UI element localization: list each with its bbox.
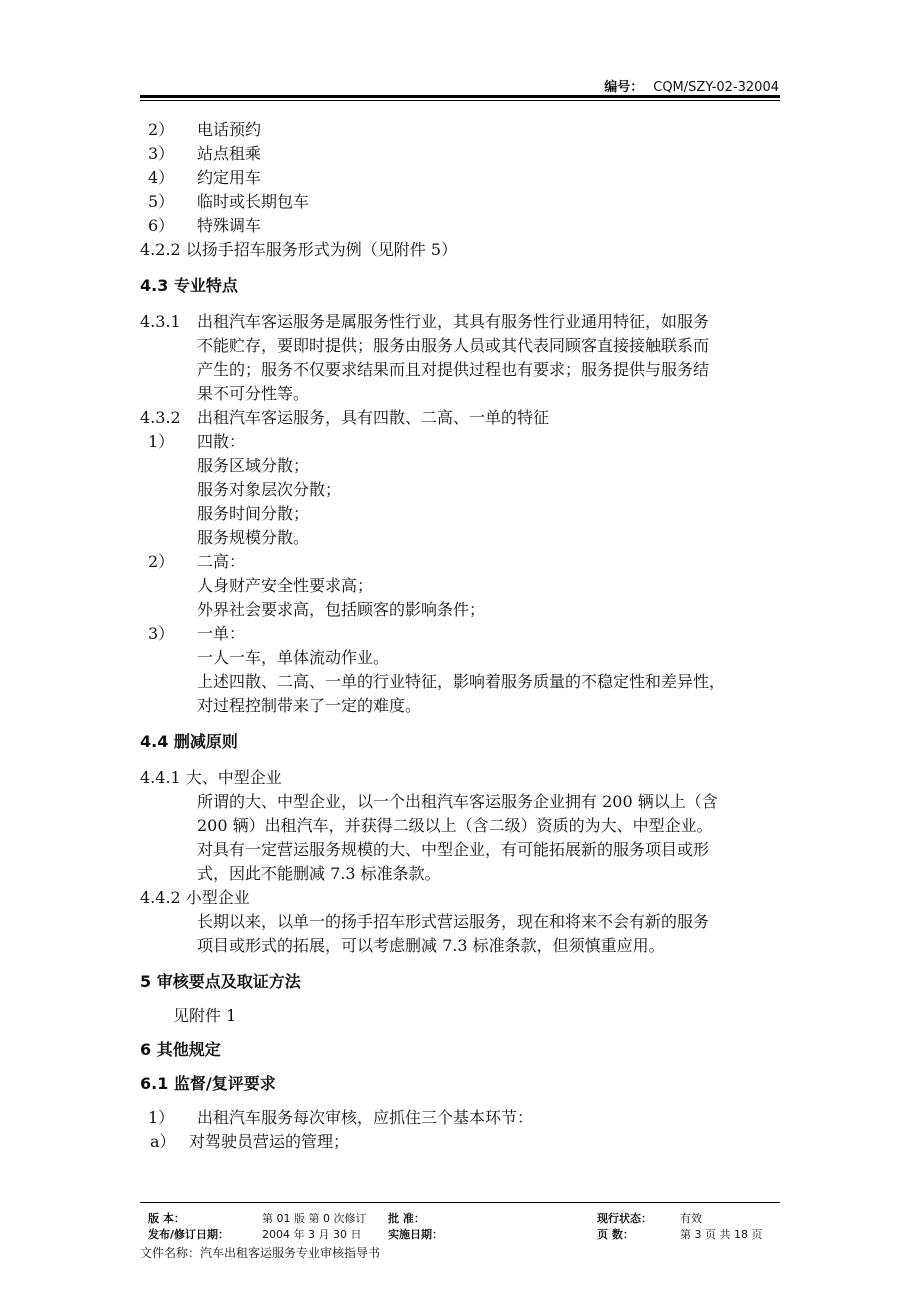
paragraph-line: 4.3.2 出租汽车客运服务，具有四散、二高、一单的特征 <box>140 408 550 427</box>
file-name <box>140 1244 380 1261</box>
subsection-line: 4.2.2 以扬手招车服务形式为例（见附件 5） <box>140 240 458 259</box>
date-value: 2004 年 3 月 30 日 <box>262 1228 362 1241</box>
paragraph-line: 果不可分性等。 <box>197 384 310 403</box>
doc-code-label: 编号： <box>604 80 644 95</box>
paragraph-line: 4.3.1 出租汽车客运服务是属服务性行业，其具有服务性行业通用特征，如服务 <box>140 312 710 331</box>
status-value: 有效 <box>680 1212 702 1225</box>
list-subitem: 服务区域分散； <box>197 456 310 475</box>
paragraph-line: 式，因此不能删减 7.3 标准条款。 <box>197 864 441 883</box>
pages-value: 第 3 页 共 18 页 <box>680 1228 763 1241</box>
footer-rule <box>140 1202 780 1203</box>
approve-label: 批 准： <box>388 1212 425 1225</box>
paragraph-line: 长期以来，以单一的扬手招车形式营运服务，现在和将来不会有新的服务 <box>197 912 710 931</box>
edition-value: 第 01 版 第 0 次修订 <box>262 1212 367 1225</box>
section-heading: 6.1 监督/复评要求 <box>140 1074 276 1093</box>
list-item: 4） 约定用车 <box>148 168 262 187</box>
section-heading: 4.4 删减原则 <box>140 732 238 751</box>
list-subitem: 服务时间分散； <box>197 504 310 523</box>
list-item: a） 对驾驶员营运的管理； <box>150 1132 350 1151</box>
date-label: 发布/修订日期： <box>148 1228 230 1241</box>
list-item: 3） 一单： <box>148 624 246 643</box>
pages-label: 页 数： <box>597 1228 634 1241</box>
list-item: 6） 特殊调车 <box>148 216 262 235</box>
section-heading: 5 审核要点及取证方法 <box>140 972 301 991</box>
paragraph-line: 所谓的大、中型企业，以一个出租汽车客运服务企业拥有 200 辆以上（含 <box>197 792 718 811</box>
document-body <box>140 118 790 1154</box>
edition-label: 版 本： <box>148 1212 185 1225</box>
subsection-line: 4.4.1 大、中型企业 <box>140 768 282 787</box>
impl-label: 实施日期： <box>388 1228 443 1241</box>
paragraph-line: 上述四散、二高、一单的行业特征，影响着服务质量的不稳定性和差异性， <box>197 672 726 691</box>
paragraph-line: 不能贮存，要即时提供；服务由服务人员或其代表同顾客直接接触联系而 <box>197 336 710 355</box>
footer <box>140 1211 780 1243</box>
paragraph-line: 对过程控制带来了一定的难度。 <box>197 696 422 715</box>
paragraph-line: 产生的；服务不仅要求结果而且对提供过程也有要求；服务提供与服务结 <box>197 360 710 379</box>
list-item: 1） 四散： <box>148 432 246 451</box>
list-item: 3） 站点租乘 <box>148 144 262 163</box>
doc-code <box>604 76 779 95</box>
header-rule-thin <box>140 100 780 101</box>
doc-code-value: CQM/SZY-02-32004 <box>653 80 779 95</box>
list-item: 2） 电话预约 <box>148 120 262 139</box>
file-name-value: 汽车出租客运服务专业审核指导书 <box>200 1246 381 1260</box>
paragraph-line: 项目或形式的拓展，可以考虑删减 7.3 标准条款，但须慎重应用。 <box>197 936 665 955</box>
list-item: 5） 临时或长期包车 <box>148 192 310 211</box>
section-heading: 4.3 专业特点 <box>140 276 238 295</box>
section-heading: 6 其他规定 <box>140 1040 221 1059</box>
paragraph-line: 见附件 1 <box>173 1006 237 1025</box>
file-name-label: 文件名称： <box>140 1246 201 1260</box>
list-subitem: 服务规模分散。 <box>197 528 310 547</box>
list-subitem: 人身财产安全性要求高； <box>197 576 374 595</box>
subsection-line: 4.4.2 小型企业 <box>140 888 250 907</box>
paragraph-line: 200 辆）出租汽车，并获得二级以上（含二级）资质的为大、中型企业。 <box>197 816 713 835</box>
list-item: 2） 二高： <box>148 552 246 571</box>
list-subitem: 服务对象层次分散； <box>197 480 342 499</box>
status-label: 现行状态： <box>597 1212 652 1225</box>
list-subitem: 外界社会要求高，包括顾客的影响条件； <box>197 600 486 619</box>
paragraph-line: 对具有一定营运服务规模的大、中型企业，有可能拓展新的服务项目或形 <box>197 840 710 859</box>
list-subitem: 一人一车，单体流动作业。 <box>197 648 390 667</box>
header-rule-thick <box>140 95 780 98</box>
list-item: 1） 出租汽车服务每次审核，应抓住三个基本环节： <box>148 1108 534 1127</box>
